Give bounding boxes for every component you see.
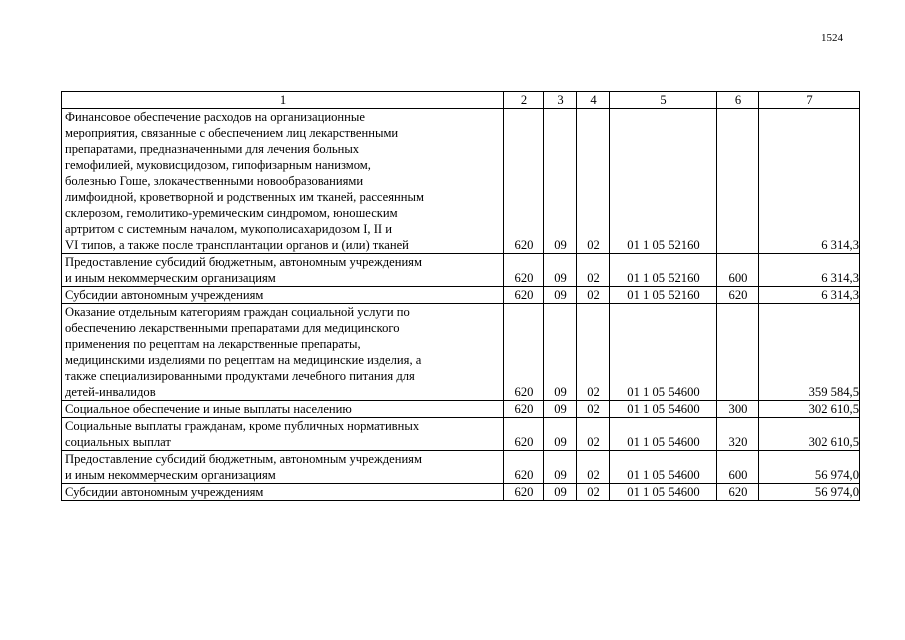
table-row [62, 287, 860, 304]
table-row [62, 254, 860, 287]
row-name-line: гемофилией, муковисцидозом, гипофизарным нанизмом, [65, 158, 371, 172]
row-name-line: мероприятия, связанные с обеспечением лиц лекарственными [65, 126, 399, 140]
subsection-code: 02 [577, 254, 610, 287]
expense-type-code: 620 [717, 287, 759, 304]
header-row [62, 92, 860, 109]
table-row [62, 401, 860, 418]
amount: 56 974,0 [759, 451, 860, 484]
row-name-line: медицинскими изделиями по рецептам на медицинские изделия, а [65, 353, 422, 367]
target-item-code: 01 1 05 52160 [610, 109, 717, 254]
column-header-1: 1 [62, 92, 504, 109]
amount: 56 974,0 [759, 484, 860, 501]
expense-type-code: 600 [717, 451, 759, 484]
ministry-code: 620 [504, 304, 544, 401]
table-row [62, 418, 860, 451]
row-name [62, 109, 504, 254]
section-code: 09 [544, 418, 577, 451]
row-name-line: Социальные выплаты гражданам, кроме публичных нормативных [65, 419, 420, 433]
ministry-code: 620 [504, 401, 544, 418]
column-header-5: 5 [610, 92, 717, 109]
amount: 302 610,5 [759, 418, 860, 451]
row-name-line: социальных выплат [65, 435, 171, 449]
row-name-line: также специализированными продуктами лечебного питания для [65, 369, 415, 383]
expense-type-code [717, 304, 759, 401]
expense-type-code: 300 [717, 401, 759, 418]
row-name-line: артритом с системным началом, мукополисахаридозом I, II и [65, 222, 393, 236]
table-row [62, 109, 860, 254]
amount: 302 610,5 [759, 401, 860, 418]
amount: 6 314,3 [759, 254, 860, 287]
row-name [62, 484, 504, 501]
column-header-3: 3 [544, 92, 577, 109]
row-name-line: склерозом, гемолитико-уремическим синдромом, юношеским [65, 206, 398, 220]
column-header-6: 6 [717, 92, 759, 109]
column-header-7: 7 [759, 92, 860, 109]
row-name-line: болезнью Гоше, злокачественными новообразованиями [65, 174, 364, 188]
row-name-line: препаратами, предназначенными для лечения больных [65, 142, 360, 156]
ministry-code: 620 [504, 254, 544, 287]
row-name [62, 401, 504, 418]
ministry-code: 620 [504, 451, 544, 484]
page-number: 1524 [821, 32, 843, 44]
expense-type-code: 620 [717, 484, 759, 501]
row-name-line: Предоставление субсидий бюджетным, автономным учреждениям [65, 452, 422, 466]
table-row [62, 451, 860, 484]
column-header-2: 2 [504, 92, 544, 109]
table-row [62, 484, 860, 501]
amount: 6 314,3 [759, 287, 860, 304]
section-code: 09 [544, 304, 577, 401]
row-name-line: и иным некоммерческим организациям [65, 271, 276, 285]
ministry-code: 620 [504, 109, 544, 254]
section-code: 09 [544, 254, 577, 287]
row-name-line: VI типов, а также после трансплантации органов и (или) тканей [65, 238, 409, 252]
section-code: 09 [544, 484, 577, 501]
row-name-line: Социальное обеспечение и иные выплаты населению [65, 402, 352, 416]
row-name-line: детей-инвалидов [65, 385, 156, 399]
subsection-code: 02 [577, 287, 610, 304]
section-code: 09 [544, 401, 577, 418]
ministry-code: 620 [504, 484, 544, 501]
target-item-code: 01 1 05 54600 [610, 304, 717, 401]
table-body [62, 109, 860, 501]
row-name-line: Субсидии автономным учреждениям [65, 485, 264, 499]
target-item-code: 01 1 05 52160 [610, 254, 717, 287]
target-item-code: 01 1 05 54600 [610, 451, 717, 484]
target-item-code: 01 1 05 54600 [610, 401, 717, 418]
ministry-code: 620 [504, 287, 544, 304]
amount: 6 314,3 [759, 109, 860, 254]
subsection-code: 02 [577, 484, 610, 501]
target-item-code: 01 1 05 54600 [610, 418, 717, 451]
subsection-code: 02 [577, 304, 610, 401]
row-name-line: и иным некоммерческим организациям [65, 468, 276, 482]
ministry-code: 620 [504, 418, 544, 451]
expense-type-code [717, 109, 759, 254]
row-name-line: Оказание отдельным категориям граждан социальной услуги по [65, 305, 410, 319]
row-name [62, 254, 504, 287]
row-name [62, 418, 504, 451]
row-name-line: Предоставление субсидий бюджетным, автономным учреждениям [65, 255, 422, 269]
row-name [62, 287, 504, 304]
row-name-line: лимфоидной, кроветворной и родственных им тканей, рассеянным [65, 190, 424, 204]
section-code: 09 [544, 287, 577, 304]
budget-table [61, 91, 860, 501]
subsection-code: 02 [577, 418, 610, 451]
row-name-line: обеспечению лекарственными препаратами для медицинского [65, 321, 400, 335]
row-name [62, 451, 504, 484]
section-code: 09 [544, 451, 577, 484]
row-name-line: применения по рецептам на лекарственные препараты, [65, 337, 361, 351]
expense-type-code: 600 [717, 254, 759, 287]
section-code: 09 [544, 109, 577, 254]
expense-type-code: 320 [717, 418, 759, 451]
row-name-line: Финансовое обеспечение расходов на организационные [65, 110, 365, 124]
row-name [62, 304, 504, 401]
target-item-code: 01 1 05 52160 [610, 287, 717, 304]
amount: 359 584,5 [759, 304, 860, 401]
subsection-code: 02 [577, 109, 610, 254]
row-name-line: Субсидии автономным учреждениям [65, 288, 264, 302]
subsection-code: 02 [577, 401, 610, 418]
target-item-code: 01 1 05 54600 [610, 484, 717, 501]
subsection-code: 02 [577, 451, 610, 484]
table-row [62, 304, 860, 401]
column-header-4: 4 [577, 92, 610, 109]
